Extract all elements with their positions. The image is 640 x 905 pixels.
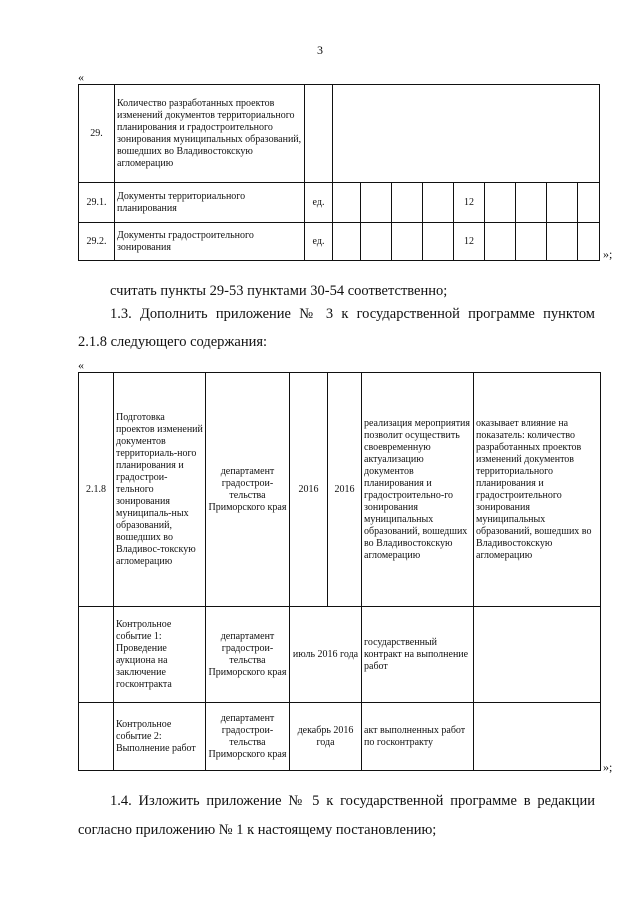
close-quote: »;: [603, 760, 613, 774]
empty-cell: [547, 183, 578, 223]
open-quote: «: [78, 358, 84, 372]
paragraph: 1.4. Изложить приложение № 5 к государственной программе в редакции: [110, 793, 595, 809]
empty-cell: [423, 183, 454, 223]
start-year: 2016: [290, 373, 328, 607]
event-name: Контрольное событие 2: Выполнение работ: [114, 703, 206, 771]
empty-cell: [361, 223, 392, 261]
paragraph: 2.1.8 следующего содержания:: [78, 334, 268, 350]
close-quote: »;: [603, 247, 613, 261]
empty-cell: [516, 223, 547, 261]
indicator-name: Количество разработанных проектов изменений документов территориального планирования и градостроительного зонирования муниципальных образований, вошедших во Владивостокскую агломерацию: [115, 85, 305, 183]
empty-cell: [423, 223, 454, 261]
end-year: 2016: [328, 373, 362, 607]
measure-name: Подготовка проектов изменений документов территориаль-ного планирования и градострои-тельного зонирования муниципаль-ных образований, вошедших во Владивос-токскую агломерацию: [114, 373, 206, 607]
empty-cell: [474, 607, 601, 703]
open-quote: «: [78, 70, 84, 84]
executor-cell: департамент градострои-тельства Приморского края: [206, 373, 290, 607]
result-cell: государственный контракт на выполнение работ: [362, 607, 474, 703]
empty-cell: [485, 183, 516, 223]
indicator-name: Документы территориального планирования: [115, 183, 305, 223]
result-cell: реализация мероприятия позволит осуществить своевременную актуализацию документов планирования и градостроительно-го зонирования муниципальных образований, вошедших во Владивостокскую агломерацию: [362, 373, 474, 607]
paragraph: считать пункты 29-53 пунктами 30-54 соответственно;: [110, 283, 448, 299]
empty-cell: [361, 183, 392, 223]
executor-cell: департамент градострои-тельства Приморского края: [206, 607, 290, 703]
link-cell: оказывает влияние на показатель: количество разработанных проектов изменений документов территориального планирования и градостроительного зонирования муниципальных образований, вошедших во Владивостокскую агломерацию: [474, 373, 601, 607]
empty-cell: [333, 85, 600, 183]
empty-cell: [392, 223, 423, 261]
indicator-name: Документы градостроительного зонирования: [115, 223, 305, 261]
unit-cell: ед.: [305, 223, 333, 261]
page-number: 3: [317, 43, 323, 57]
unit-cell: ед.: [305, 183, 333, 223]
empty-cell: [392, 183, 423, 223]
result-cell: акт выполненных работ по госконтракту: [362, 703, 474, 771]
event-date: июль 2016 года: [290, 607, 362, 703]
empty-cell: [578, 183, 600, 223]
paragraph: согласно приложению № 1 к настоящему постановлению;: [78, 822, 437, 838]
empty-cell: [79, 703, 114, 771]
empty-cell: [79, 607, 114, 703]
empty-cell: [333, 223, 361, 261]
unit-cell: [305, 85, 333, 183]
empty-cell: [578, 223, 600, 261]
measure-table: [78, 372, 601, 771]
event-date: декабрь 2016 года: [290, 703, 362, 771]
indicator-table: [78, 84, 600, 261]
paragraph: 1.3. Дополнить приложение № 3 к государственной программе пунктом: [110, 306, 595, 322]
empty-cell: [516, 183, 547, 223]
table-row: [79, 85, 600, 183]
empty-cell: [485, 223, 516, 261]
table-row: [79, 183, 600, 223]
row-number: 29.2.: [79, 223, 115, 261]
table-row: [79, 373, 601, 607]
row-number: 29.1.: [79, 183, 115, 223]
value-cell: 12: [454, 223, 485, 261]
empty-cell: [333, 183, 361, 223]
empty-cell: [547, 223, 578, 261]
table-row: [79, 703, 601, 771]
table-row: [79, 607, 601, 703]
row-number: 29.: [79, 85, 115, 183]
row-number: 2.1.8: [79, 373, 114, 607]
value-cell: 12: [454, 183, 485, 223]
executor-cell: департамент градострои-тельства Приморского края: [206, 703, 290, 771]
event-name: Контрольное событие 1: Проведение аукциона на заключение госконтракта: [114, 607, 206, 703]
empty-cell: [474, 703, 601, 771]
table-row: [79, 223, 600, 261]
